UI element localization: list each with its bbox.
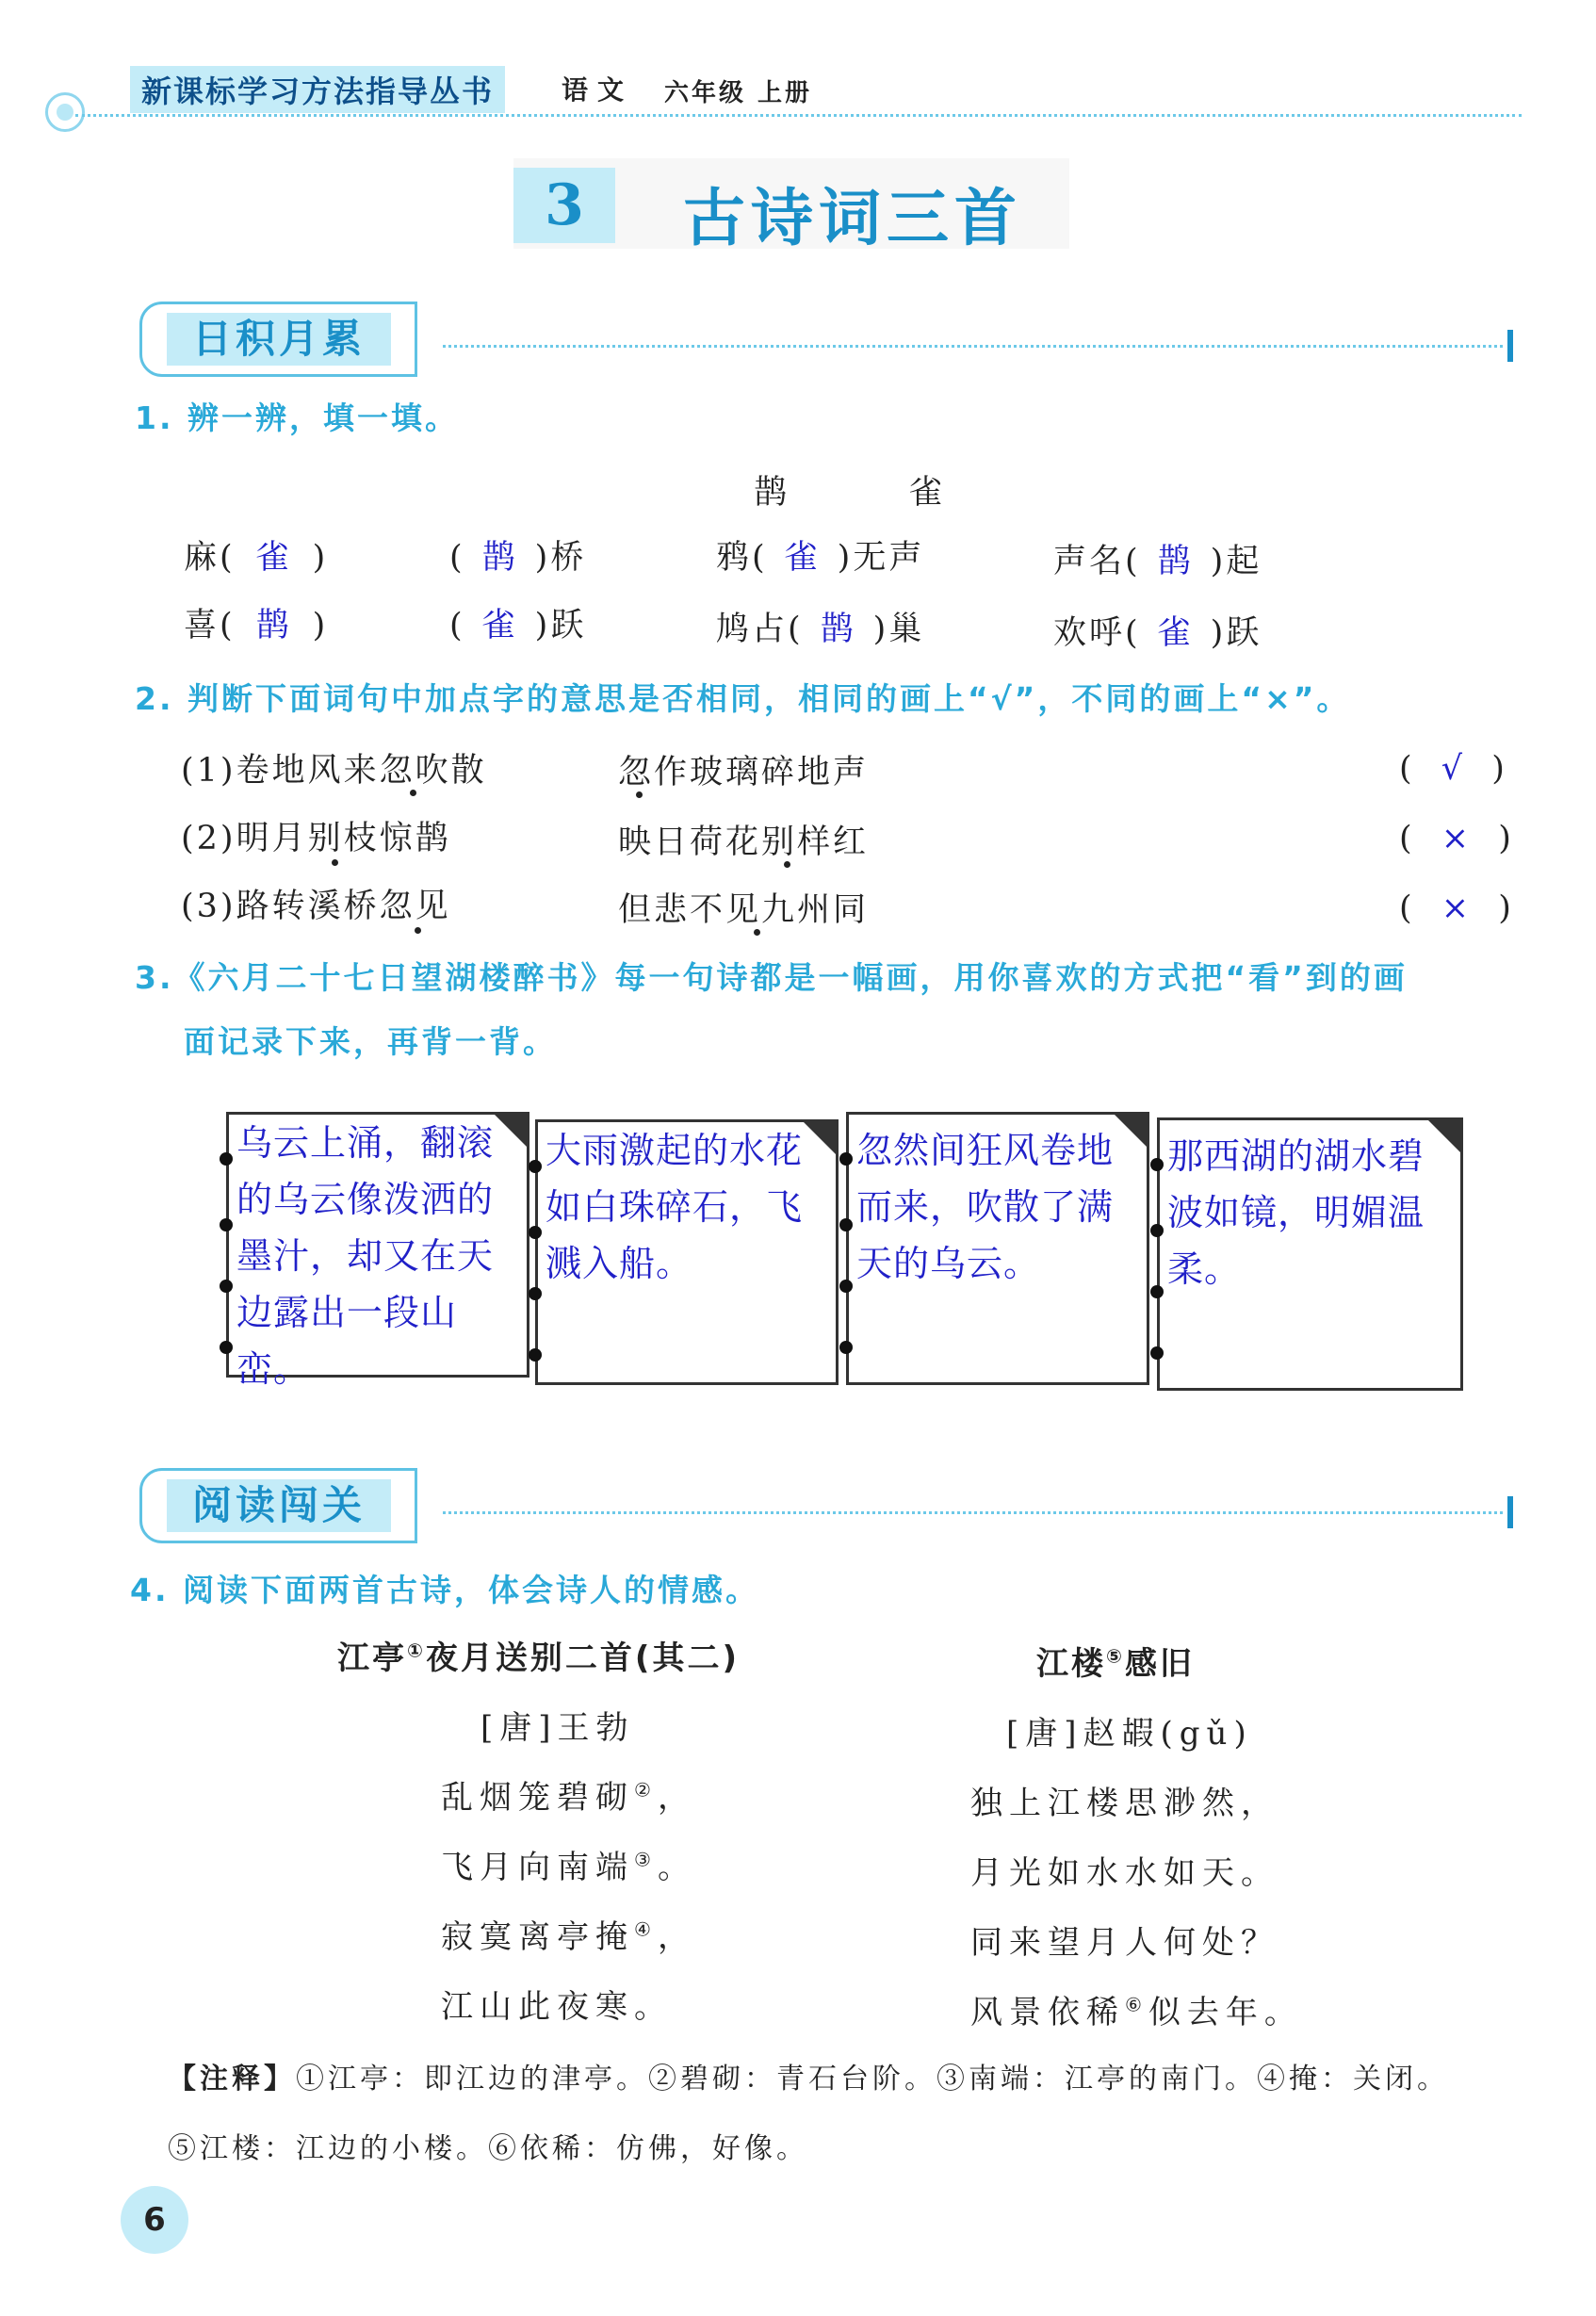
lesson-number: 3 bbox=[513, 168, 615, 243]
poem2-line: 独上江楼思渺然， bbox=[970, 1785, 1279, 1822]
poem1-line: 飞月向南端③。 bbox=[441, 1848, 696, 1886]
poem1-line: 寂寞离亭掩④， bbox=[441, 1917, 696, 1956]
q1-item: ( 鹊 )桥 bbox=[449, 539, 587, 577]
q1-item: ( 雀 )跃 bbox=[449, 607, 587, 644]
q1-item: 鸦( 雀 )无声 bbox=[716, 539, 925, 577]
poem2-line: 风景依稀⑥似去年。 bbox=[970, 1993, 1303, 2031]
q2-right-3: 但悲不见九州同 bbox=[618, 891, 870, 929]
drawing-card-4 bbox=[1157, 1117, 1463, 1391]
poem2-title: 江楼⑤感旧 bbox=[1036, 1644, 1195, 1683]
emphasis-dot bbox=[415, 927, 421, 934]
emphasis-dot bbox=[410, 790, 416, 796]
q2-prompt: 2. 判断下面词句中加点字的意思是否相同，相同的画上“√”，不同的画上“×”。 bbox=[135, 680, 1351, 717]
section-end-mark-2 bbox=[1507, 1496, 1513, 1528]
card-text-4: 那西湖的湖水碧波如镜，明媚温柔。 bbox=[1167, 1135, 1425, 1290]
notes bbox=[168, 2045, 1524, 2184]
drawing-card-1 bbox=[226, 1112, 529, 1390]
section-title-2: 阅读闯关 bbox=[167, 1479, 391, 1532]
subject-label: 语文 bbox=[562, 74, 634, 106]
q1-option-1: 鹊 bbox=[754, 474, 790, 512]
notes-line2: ⑤江楼：江边的小楼。⑥依稀：仿佛，好像。 bbox=[168, 2132, 808, 2165]
q1-item: 声名( 鹊 )起 bbox=[1053, 543, 1262, 580]
series-title: 新课标学习方法指导丛书 bbox=[130, 66, 505, 113]
notes-label: 【注释】 bbox=[168, 2063, 296, 2096]
q2-answer-3: ( × ) bbox=[1399, 889, 1514, 927]
drawing-card-2 bbox=[535, 1119, 839, 1385]
poem2-author: [唐]赵嘏(gǔ) bbox=[1006, 1715, 1253, 1753]
emphasis-dot bbox=[754, 929, 760, 936]
q2-left-1: (1)卷地风来忽吹散 bbox=[181, 752, 487, 790]
poem2-line: 同来望月人何处？ bbox=[970, 1924, 1279, 1962]
poem1-author: [唐]王勃 bbox=[480, 1709, 635, 1747]
drawing-card-3 bbox=[846, 1112, 1149, 1385]
section-badge-1 bbox=[139, 302, 417, 377]
page-number: 6 bbox=[121, 2186, 188, 2254]
q1-item: 麻( 雀 ) bbox=[184, 539, 329, 577]
lesson-title: 古诗词三首 bbox=[683, 181, 1022, 254]
emphasis-dot bbox=[636, 791, 643, 798]
q3-prompt-line2: 面记录下来，再背一背。 bbox=[184, 1023, 557, 1060]
section-badge-2 bbox=[139, 1468, 417, 1543]
q2-right-1: 忽作玻璃碎地声 bbox=[618, 754, 870, 791]
q2-left-3: (3)路转溪桥忽见 bbox=[181, 888, 451, 925]
section-line-2 bbox=[443, 1511, 1503, 1514]
q1-item: 欢呼( 雀 )跃 bbox=[1053, 614, 1262, 652]
poem2-line: 月光如水水如天。 bbox=[970, 1854, 1279, 1892]
grade-label: 六年级 上册 bbox=[664, 79, 813, 107]
q3-prompt-line1: 3.《六月二十七日望湖楼醉书》每一句诗都是一幅画，用你喜欢的方式把“看”到的画 bbox=[135, 959, 1408, 996]
q1-item: 鸠占( 鹊 )巢 bbox=[716, 611, 925, 648]
card-text-2: 大雨激起的水花如白珠碎石，飞溅入船。 bbox=[546, 1130, 804, 1284]
poem1-line: 乱烟笼碧砌②， bbox=[441, 1778, 696, 1817]
emphasis-dot bbox=[784, 861, 790, 868]
q2-answer-1: ( √ ) bbox=[1399, 750, 1507, 788]
poem1-line: 江山此夜寒。 bbox=[441, 1988, 673, 2026]
q2-left-2: (2)明月别枝惊鹊 bbox=[181, 820, 451, 857]
poem1-title: 江亭①夜月送别二首(其二) bbox=[337, 1639, 741, 1677]
section-end-mark-1 bbox=[1507, 330, 1513, 362]
q1-prompt: 1. 辨一辨，填一填。 bbox=[135, 400, 459, 436]
section-title-1: 日积月累 bbox=[167, 313, 391, 366]
emphasis-dot bbox=[332, 859, 338, 866]
header-divider bbox=[75, 114, 1522, 117]
q2-answer-2: ( × ) bbox=[1399, 820, 1514, 857]
section-line-1 bbox=[443, 345, 1503, 348]
card-text-1: 乌云上涌，翻滚的乌云像泼洒的墨汁，却又在天边露出一段山峦。 bbox=[236, 1122, 495, 1390]
notes-line1: ①江亭：即江边的津亭。②碧砌：青石台阶。③南端：江亭的南门。④掩：关闭。 bbox=[296, 2063, 1449, 2096]
q2-right-2: 映日荷花别样红 bbox=[618, 824, 870, 861]
card-text-3: 忽然间狂风卷地而来，吹散了满天的乌云。 bbox=[856, 1130, 1115, 1284]
q1-option-2: 雀 bbox=[909, 474, 946, 512]
header-ring-icon bbox=[45, 92, 85, 132]
q1-item: 喜( 鹊 ) bbox=[184, 607, 329, 644]
q4-prompt: 4. 阅读下面两首古诗，体会诗人的情感。 bbox=[130, 1572, 759, 1608]
